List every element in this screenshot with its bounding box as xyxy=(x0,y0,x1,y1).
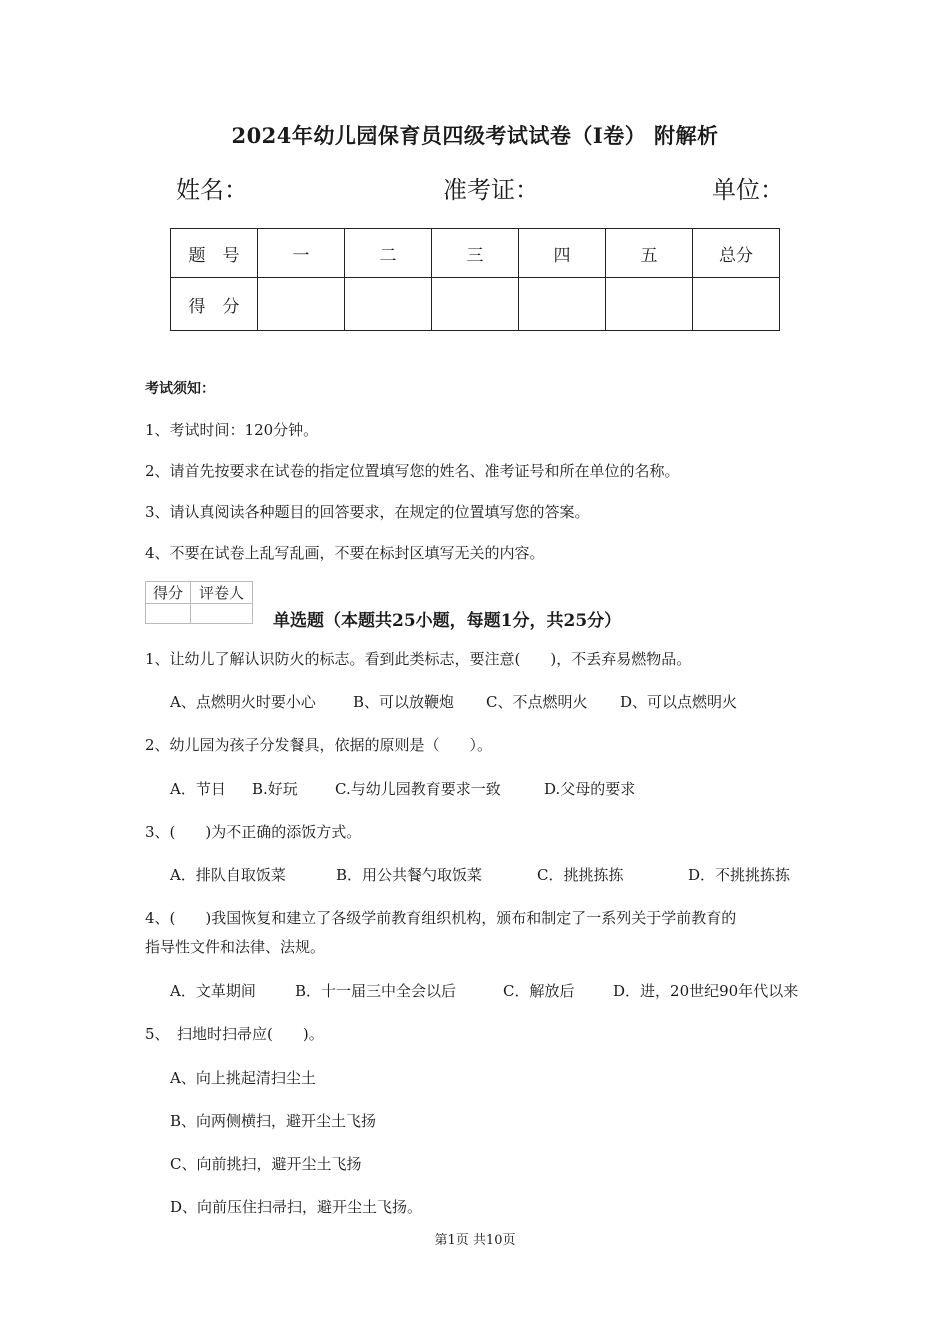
q3-option-b: B．用公共餐勺取饭菜 xyxy=(336,866,483,884)
question-4-continued: 指导性文件和法律、法规。 xyxy=(145,938,326,956)
q1-option-b: B、可以放鞭炮 xyxy=(353,693,455,711)
q3-option-c: C．挑挑拣拣 xyxy=(537,866,624,884)
question-2: 2、幼儿园为孩子分发餐具，依据的原则是（ ）。 xyxy=(145,736,493,754)
q2-option-b: B.好玩 xyxy=(252,780,298,798)
score-cell[interactable] xyxy=(432,278,519,331)
notice-item: 3、请认真阅读各种题目的回答要求，在规定的位置填写您的答案。 xyxy=(145,503,590,521)
exam-id-field-label: 准考证： xyxy=(443,176,539,204)
q4-option-a: A．文革期间 xyxy=(170,982,256,1000)
score-header-cell: 五 xyxy=(606,229,693,278)
question-5: 5、 扫地时扫帚应( )。 xyxy=(145,1025,324,1043)
q3-option-d: D．不挑挑拣拣 xyxy=(688,866,791,884)
score-cell[interactable] xyxy=(606,278,693,331)
grader-name-cell[interactable] xyxy=(191,604,253,624)
q1-option-c: C、不点燃明火 xyxy=(486,693,588,711)
score-cell[interactable] xyxy=(258,278,345,331)
q4-option-d: D．进，20世纪90年代以来 xyxy=(613,982,799,1000)
score-header-cell: 二 xyxy=(345,229,432,278)
grader-score-label: 得分 xyxy=(146,582,191,604)
q5-option-c: C、向前挑扫，避开尘土飞扬 xyxy=(170,1155,362,1173)
score-table xyxy=(170,228,780,331)
q1-option-d: D、可以点燃明火 xyxy=(620,693,738,711)
score-table-header-row xyxy=(171,229,780,278)
grader-table xyxy=(145,581,253,624)
score-cell[interactable] xyxy=(519,278,606,331)
section-title: 单选题（本题共25小题，每题1分，共25分） xyxy=(273,611,622,631)
page-title: 2024年幼儿园保育员四级考试试卷（I卷） 附解析 xyxy=(231,123,719,148)
page-footer: 第1页 共10页 xyxy=(434,1233,516,1248)
score-header-cell: 总分 xyxy=(693,229,780,278)
score-cell[interactable] xyxy=(345,278,432,331)
notice-item: 2、请首先按要求在试卷的指定位置填写您的姓名、准考证号和所在单位的名称。 xyxy=(145,462,680,480)
score-table-score-row xyxy=(171,278,780,331)
question-4: 4、( )我国恢复和建立了各级学前教育组织机构，颁布和制定了一系列关于学前教育的 xyxy=(145,909,737,927)
unit-field-label: 单位： xyxy=(712,176,784,204)
q2-option-c: C.与幼儿园教育要求一致 xyxy=(335,780,501,798)
question-1: 1、让幼儿了解认识防火的标志。看到此类标志，要注意( )，不丢弃易燃物品。 xyxy=(145,650,692,668)
question-3: 3、( )为不正确的添饭方式。 xyxy=(145,823,362,841)
q5-option-b: B、向两侧横扫，避开尘土飞扬 xyxy=(170,1112,377,1130)
notice-item: 1、考试时间：120分钟。 xyxy=(145,421,319,439)
q4-option-c: C．解放后 xyxy=(503,982,575,1000)
score-header-cell: 四 xyxy=(519,229,606,278)
q4-option-b: B．十一届三中全会以后 xyxy=(295,982,457,1000)
score-cell[interactable] xyxy=(693,278,780,331)
grader-score-cell[interactable] xyxy=(146,604,191,624)
q5-option-a: A、向上挑起清扫尘土 xyxy=(170,1069,316,1087)
q2-option-a: A．节日 xyxy=(170,780,226,798)
q3-option-a: A．排队自取饭菜 xyxy=(170,866,286,884)
score-header-cell: 题 号 xyxy=(171,229,258,278)
notice-item: 4、不要在试卷上乱写乱画，不要在标封区填写无关的内容。 xyxy=(145,544,545,562)
q1-option-a: A、点燃明火时要小心 xyxy=(170,693,316,711)
score-header-cell: 三 xyxy=(432,229,519,278)
name-field-label: 姓名： xyxy=(176,176,248,204)
notice-heading: 考试须知： xyxy=(145,381,215,397)
score-row-label: 得 分 xyxy=(171,278,258,331)
q5-option-d: D、向前压住扫帚扫，避开尘土飞扬。 xyxy=(170,1198,423,1216)
q2-option-d: D.父母的要求 xyxy=(544,780,636,798)
grader-name-label: 评卷人 xyxy=(191,582,253,604)
score-header-cell: 一 xyxy=(258,229,345,278)
